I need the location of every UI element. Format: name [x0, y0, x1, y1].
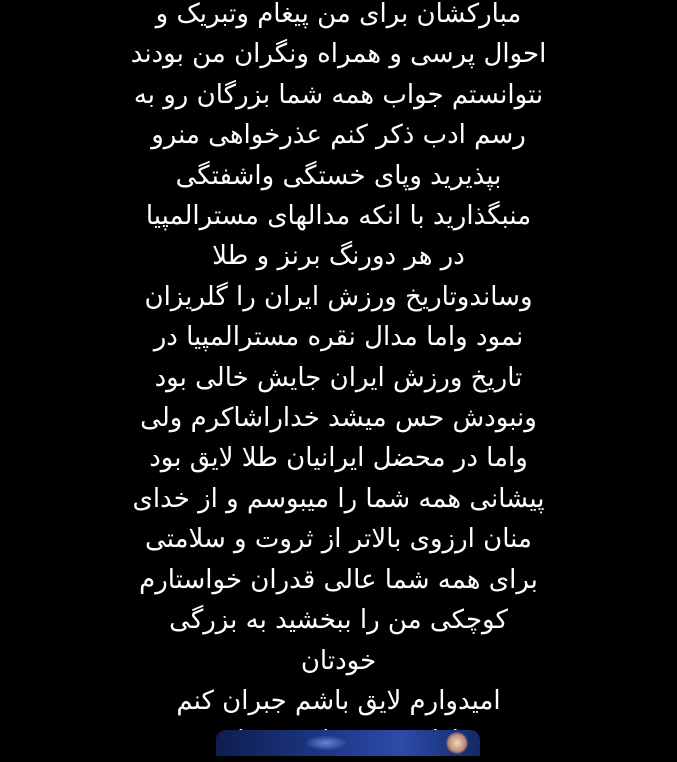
- message-line-9: نمود واما مدال نقره مسترالمپیا در: [153, 322, 524, 353]
- message-line-2: احوال پرسی و همراه ونگران من بودند: [130, 39, 547, 70]
- message-line-11: ونبودش حس میشد خداراشاکرم ولی: [140, 403, 537, 434]
- message-line-18: امیدوارم لایق باشم جبران کنم: [176, 685, 501, 716]
- message-line-10: تاریخ ورزش ایران جایش خالی بود: [154, 362, 523, 393]
- thumbnail-light: [306, 736, 346, 750]
- message-line-16: کوچکی من را ببخشید به بزرگی: [169, 605, 508, 636]
- message-line-12: واما در محضل ایرانیان طلا لایق بود: [149, 443, 528, 474]
- message-line-3: نتوانستم جواب همه شما بزرگان رو به: [133, 79, 544, 110]
- thumbnail-figure: [446, 732, 468, 754]
- message-line-5: بپذیرید وپای خستگی واشفتگی: [175, 160, 502, 191]
- media-thumbnail[interactable]: [216, 730, 480, 756]
- message-line-6: منبگذارید با انکه مدالهای مسترالمپیا: [145, 201, 532, 232]
- story-message: [20, 0, 657, 762]
- message-line-15: برای همه شما عالی قدران خواستارم: [139, 564, 538, 595]
- message-line-4: رسم ادب ذکر کنم عذرخواهی منرو: [151, 120, 526, 151]
- message-line-8: وساندوتاریخ ورزش ایران را گلریزان: [144, 281, 533, 312]
- message-line-1: مبارکشان برای من پیغام وتبریک و: [155, 0, 522, 29]
- message-line-13: پیشانی همه شما را میبوسم و از خدای: [132, 483, 545, 514]
- message-line-14: منان ارزوی بالاتر از ثروت و سلامتی: [145, 524, 532, 555]
- message-line-17: خودتان: [300, 645, 377, 676]
- message-line-7: در هر دورنگ برنز و طلا: [212, 241, 465, 272]
